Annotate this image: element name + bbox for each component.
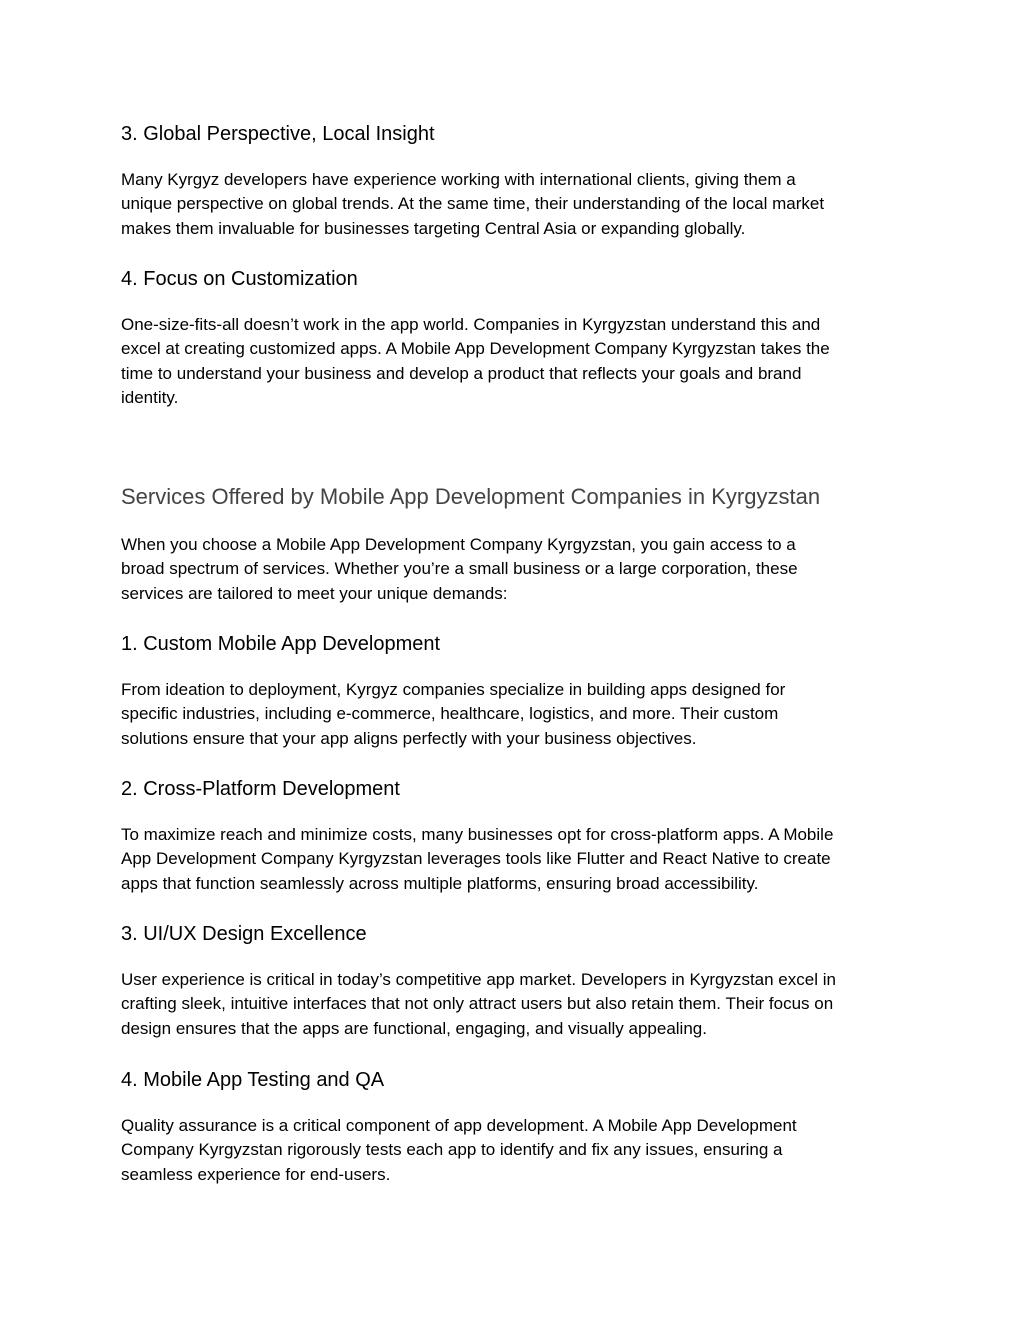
paragraph-line: design ensures that the apps are functional, engaging, and visually appealing. [121,1018,707,1038]
section-heading-customization: 4. Focus on Customization [121,268,358,290]
paragraph-line: App Development Company Kyrgyzstan leverages tools like Flutter and React Native to create [121,849,831,869]
paragraph-line: Quality assurance is a critical component of app development. A Mobile App Development [121,1116,797,1135]
paragraph-line: When you choose a Mobile App Development Company Kyrgyzstan, you gain access to a [121,535,796,554]
paragraph-testing-qa [121,1114,911,1187]
paragraph-line: User experience is critical in today’s competitive app market. Developers in Kyrgyzstan excel in [121,970,836,989]
paragraph-ui-ux-design [121,968,911,1041]
paragraph-services-intro [121,533,911,606]
section-heading-testing-qa: 4. Mobile App Testing and QA [121,1069,385,1091]
paragraph-line: time to understand your business and develop a product that reflects your goals and brand [121,363,802,383]
paragraph-global-perspective [121,168,911,241]
paragraph-custom-app-development [121,678,911,751]
paragraph-customization [121,313,911,410]
paragraph-line: apps that function seamlessly across multiple platforms, ensuring broad accessibility. [121,873,759,893]
section-heading-services: Services Offered by Mobile App Development Companies in Kyrgyzstan [121,484,821,509]
section-heading-global-perspective: 3. Global Perspective, Local Insight [121,123,435,145]
section-heading-custom-app-development: 1. Custom Mobile App Development [121,633,441,655]
paragraph-line: services are tailored to meet your unique demands: [121,583,508,603]
paragraph-line: To maximize reach and minimize costs, many businesses opt for cross-platform apps. A Mobile [121,825,834,844]
paragraph-line: unique perspective on global trends. At the same time, their understanding of the local market [121,194,825,214]
paragraph-line: seamless experience for end-users. [121,1164,391,1184]
section-heading-cross-platform: 2. Cross-Platform Development [121,778,400,800]
paragraph-line: identity. [121,387,179,407]
paragraph-line: Many Kyrgyz developers have experience working with international clients, giving them a [121,170,796,189]
section-heading-ui-ux-design: 3. UI/UX Design Excellence [121,923,367,945]
paragraph-cross-platform [121,823,911,896]
paragraph-line: crafting sleek, intuitive interfaces that not only attract users but also retain them. Their focus on [121,994,834,1014]
paragraph-line: specific industries, including e-commerce, healthcare, logistics, and more. Their custom [121,704,779,724]
paragraph-line: Company Kyrgyzstan rigorously tests each app to identify and fix any issues, ensuring a [121,1140,783,1160]
paragraph-line: makes them invaluable for businesses targeting Central Asia or expanding globally. [121,218,746,238]
paragraph-line: excel at creating customized apps. A Mobile App Development Company Kyrgyzstan takes the [121,339,830,359]
paragraph-line: broad spectrum of services. Whether you’re a small business or a large corporation, these [121,559,798,579]
paragraph-line: solutions ensure that your app aligns perfectly with your business objectives. [121,728,697,748]
paragraph-line: One-size-fits-all doesn’t work in the app world. Companies in Kyrgyzstan understand this and [121,315,821,334]
paragraph-line: From ideation to deployment, Kyrgyz companies specialize in building apps designed for [121,680,786,699]
